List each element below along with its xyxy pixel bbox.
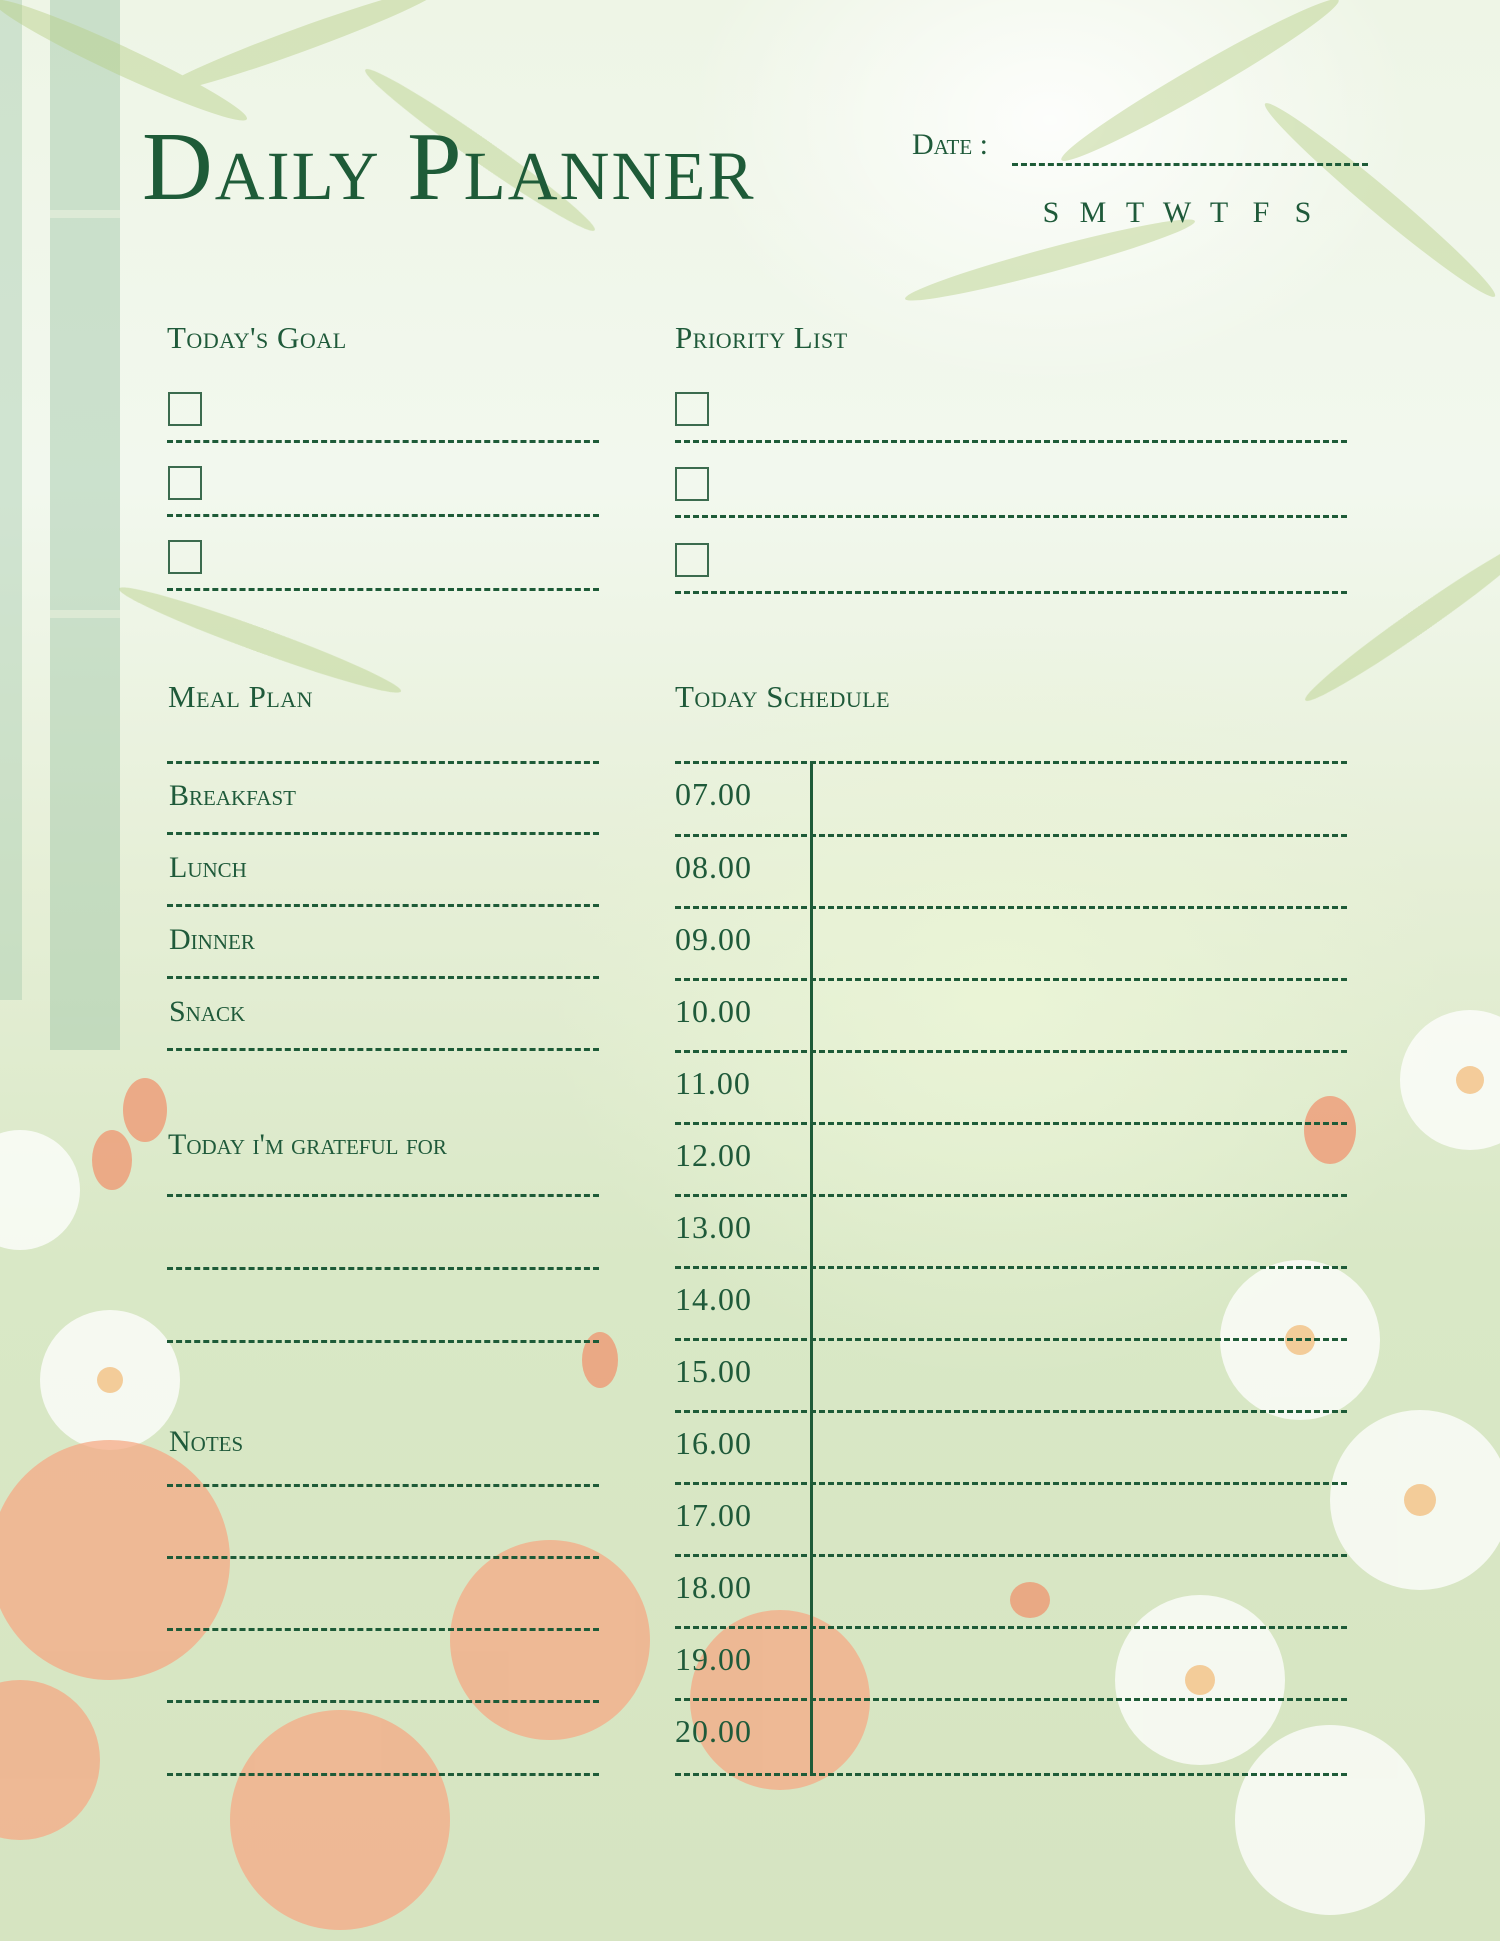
schedule-time-1900: 19.00 (675, 1641, 752, 1677)
notes-heading: Notes (169, 1425, 244, 1458)
notes-line-1[interactable] (167, 1484, 599, 1487)
meal-snack-line[interactable] (167, 1048, 599, 1051)
weekday-sunday[interactable]: S (1042, 196, 1060, 229)
schedule-time-1700: 17.00 (675, 1497, 752, 1533)
schedule-time-1000: 10.00 (675, 993, 752, 1029)
schedule-line-top (675, 761, 1347, 764)
schedule-time-0700: 07.00 (675, 776, 752, 812)
schedule-slot-0800[interactable] (675, 906, 1347, 909)
goals-heading: Today's Goal (167, 320, 347, 355)
schedule-slot-1600[interactable] (675, 1482, 1347, 1485)
meal-breakfast-label: Breakfast (169, 779, 296, 812)
schedule-time-1300: 13.00 (675, 1209, 752, 1245)
meal-lunch-label: Lunch (169, 851, 247, 884)
schedule-slot-0700[interactable] (675, 834, 1347, 837)
schedule-time-1500: 15.00 (675, 1353, 752, 1389)
schedule-slot-1500[interactable] (675, 1410, 1347, 1413)
goal-line-3[interactable] (167, 588, 599, 591)
schedule-heading: Today Schedule (675, 679, 891, 714)
notes-line-2[interactable] (167, 1556, 599, 1559)
schedule-slot-1800[interactable] (675, 1626, 1347, 1629)
meal-plan-heading: Meal Plan (168, 679, 314, 714)
schedule-slot-1100[interactable] (675, 1122, 1347, 1125)
schedule-time-1200: 12.00 (675, 1137, 752, 1173)
priority-line-2[interactable] (675, 515, 1347, 518)
schedule-time-1800: 18.00 (675, 1569, 752, 1605)
schedule-slot-1400[interactable] (675, 1338, 1347, 1341)
weekday-tuesday[interactable]: T (1125, 196, 1145, 229)
goal-checkbox-1[interactable] (168, 392, 202, 426)
grateful-line-3[interactable] (167, 1340, 599, 1343)
schedule-slot-1000[interactable] (675, 1050, 1347, 1053)
meal-line-top (167, 761, 599, 764)
grateful-line-2[interactable] (167, 1267, 599, 1270)
notes-line-5[interactable] (167, 1773, 599, 1776)
grateful-heading: Today i'm grateful for (168, 1128, 447, 1161)
meal-snack-label: Snack (169, 995, 246, 1028)
schedule-slot-1700[interactable] (675, 1554, 1347, 1557)
schedule-slot-1200[interactable] (675, 1194, 1347, 1197)
schedule-time-1400: 14.00 (675, 1281, 752, 1317)
meal-dinner-label: Dinner (169, 923, 255, 956)
weekday-thursday[interactable]: T (1209, 196, 1229, 229)
weekday-monday[interactable]: M (1079, 196, 1107, 229)
schedule-divider (810, 764, 813, 1775)
weekday-saturday[interactable]: S (1294, 196, 1312, 229)
priority-checkbox-3[interactable] (675, 543, 709, 577)
schedule-slot-1900[interactable] (675, 1698, 1347, 1701)
notes-line-4[interactable] (167, 1700, 599, 1703)
schedule-time-1600: 16.00 (675, 1425, 752, 1461)
schedule-time-2000: 20.00 (675, 1713, 752, 1749)
goal-checkbox-2[interactable] (168, 466, 202, 500)
goal-line-2[interactable] (167, 514, 599, 517)
priority-checkbox-1[interactable] (675, 392, 709, 426)
notes-line-3[interactable] (167, 1628, 599, 1631)
date-field[interactable] (1012, 163, 1368, 166)
weekday-selector (1030, 196, 1324, 230)
schedule-slot-2000[interactable] (675, 1773, 1347, 1776)
priority-line-3[interactable] (675, 591, 1347, 594)
grateful-line-1[interactable] (167, 1194, 599, 1197)
priority-heading: Priority List (675, 320, 848, 355)
meal-lunch-line[interactable] (167, 904, 599, 907)
schedule-slot-0900[interactable] (675, 978, 1347, 981)
goal-line-1[interactable] (167, 440, 599, 443)
schedule-time-1100: 11.00 (675, 1065, 751, 1101)
date-label: Date : (912, 128, 988, 161)
goal-checkbox-3[interactable] (168, 540, 202, 574)
weekday-wednesday[interactable]: W (1162, 196, 1192, 229)
schedule-time-0900: 09.00 (675, 921, 752, 957)
meal-breakfast-line[interactable] (167, 832, 599, 835)
page-title: Daily Planner (142, 113, 756, 221)
priority-line-1[interactable] (675, 440, 1347, 443)
schedule-slot-1300[interactable] (675, 1266, 1347, 1269)
schedule-time-0800: 08.00 (675, 849, 752, 885)
meal-dinner-line[interactable] (167, 976, 599, 979)
priority-checkbox-2[interactable] (675, 467, 709, 501)
weekday-friday[interactable]: F (1252, 196, 1270, 229)
